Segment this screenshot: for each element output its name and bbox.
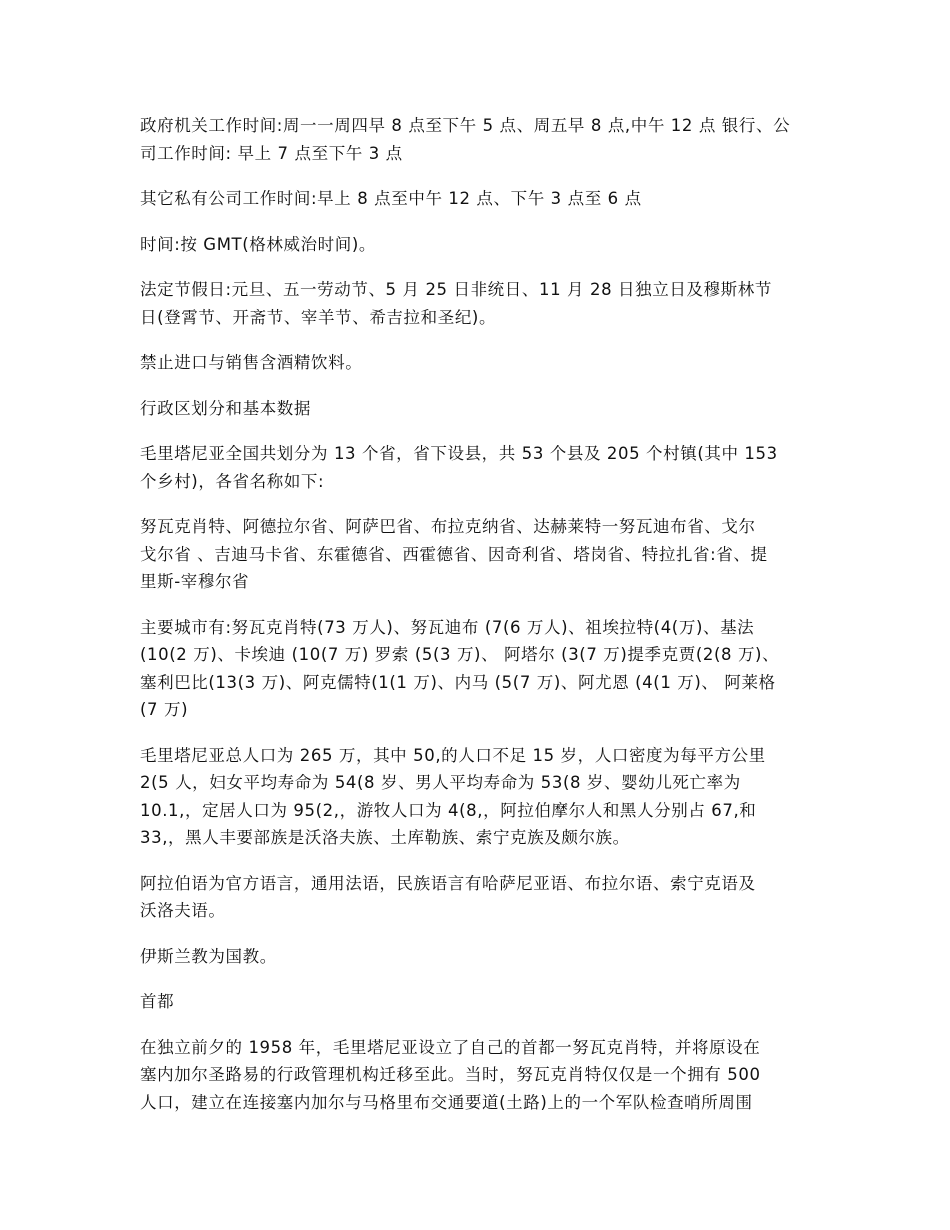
text-line: 33,，黑人丰要部族是沃洛夫族、土库勒族、索宁克族及颇尔族。 bbox=[140, 828, 630, 847]
text-line: 司工作时间: 早上 7 点至下午 3 点 bbox=[140, 143, 403, 163]
text-line: 毛里塔尼亚全国共划分为 13 个省，省下设县，共 53 个县及 205 个村镇(其中 153 bbox=[140, 444, 778, 463]
text-line: 禁止进口与销售含酒精饮料。 bbox=[140, 353, 363, 372]
text-line: 里斯-宰穆尔省 bbox=[140, 572, 250, 591]
paragraph-working-hours bbox=[140, 112, 820, 167]
text-line: 戈尔省 、吉迪马卡省、东霍德省、西霍德省、因奇利省、塔岗省、特拉扎省:省、提 bbox=[140, 544, 768, 564]
paragraph-alcohol-ban bbox=[140, 349, 820, 377]
text-line: 日(登霄节、开斋节、宰羊节、希吉拉和圣纪)。 bbox=[140, 307, 497, 327]
paragraph-religion bbox=[140, 943, 820, 971]
paragraph-languages bbox=[140, 870, 820, 925]
text-line: 努瓦克肖特、阿德拉尔省、阿萨巴省、布拉克纳省、达赫莱特一努瓦迪布省、戈尔 bbox=[140, 517, 756, 536]
paragraph-capital-history bbox=[140, 1034, 820, 1117]
text-line: 阿拉伯语为官方语言，通用法语，民族语言有哈萨尼亚语、布拉尔语、索宁克语及 bbox=[140, 873, 756, 893]
paragraph-provinces-count bbox=[140, 440, 820, 495]
text-line: (10(2 万)、卡埃迪 (10(7 万) 罗索 (5(3 万)、 阿塔尔 (3(7 万)提季克贾(2(8 万)、 bbox=[140, 645, 780, 664]
paragraph-major-cities bbox=[140, 614, 820, 724]
paragraph-timezone bbox=[140, 231, 820, 259]
paragraph-private-hours bbox=[140, 185, 820, 213]
text-line: 塞利巴比(13(3 万)、阿克儒特(1(1 万)、内马 (5(7 万)、阿尤恩 (4(1 万)、 阿莱格 bbox=[140, 672, 776, 692]
text-line: 法定节假日:元旦、五一劳动节、5 月 25 日非统日、11 月 28 日独立日及穆斯林节 bbox=[140, 280, 772, 299]
text-line: 个乡村)，各省名称如下: bbox=[140, 471, 325, 491]
text-line: 沃洛夫语。 bbox=[140, 901, 226, 920]
document-page bbox=[140, 112, 820, 1134]
text-line: 2(5 人，妇女平均寿命为 54(8 岁、男人平均寿命为 53(8 岁、婴幼儿死亡率为 bbox=[140, 773, 741, 792]
text-line: 塞内加尔圣路易的行政管理机构迁移至此。当时，努瓦克肖特仅仅是一个拥有 500 bbox=[140, 1065, 761, 1084]
text-line: 10.1,，定居人口为 95(2,，游牧人口为 4(8,，阿拉伯摩尔人和黑人分别占 67,和 bbox=[140, 800, 757, 820]
section-heading-admin-divisions bbox=[140, 395, 820, 423]
paragraph-province-names bbox=[140, 513, 820, 596]
text-line: (7 万) bbox=[140, 700, 189, 719]
text-line: 毛里塔尼亚总人口为 265 万，其中 50,的人口不足 15 岁，人口密度为每平方公里 bbox=[140, 745, 766, 765]
text-line: 其它私有公司工作时间:早上 8 点至中午 12 点、下午 3 点至 6 点 bbox=[140, 189, 642, 208]
text-line: 政府机关工作时间:周一一周四早 8 点至下午 5 点、周五早 8 点,中午 12 点 银行、公 bbox=[140, 116, 791, 135]
paragraph-holidays bbox=[140, 276, 820, 331]
section-heading-capital bbox=[140, 988, 820, 1016]
text-line: 主要城市有:努瓦克肖特(73 万人)、努瓦迪布 (7(6 万人)、祖埃拉特(4(万)、基法 bbox=[140, 617, 755, 637]
text-line: 伊斯兰教为国教。 bbox=[140, 946, 277, 966]
text-line: 在独立前夕的 1958 年，毛里塔尼亚设立了自己的首都一努瓦克肖特，并将原设在 bbox=[140, 1037, 761, 1057]
text-line: 行政区划分和基本数据 bbox=[140, 398, 311, 418]
text-line: 首都 bbox=[140, 992, 175, 1011]
text-line: 人口，建立在连接塞内加尔与马格里布交通要道(土路)上的一个军队检查哨所周围 bbox=[140, 1092, 753, 1112]
paragraph-population bbox=[140, 742, 820, 852]
text-line: 时间:按 GMT(格林威治时间)。 bbox=[140, 234, 376, 254]
